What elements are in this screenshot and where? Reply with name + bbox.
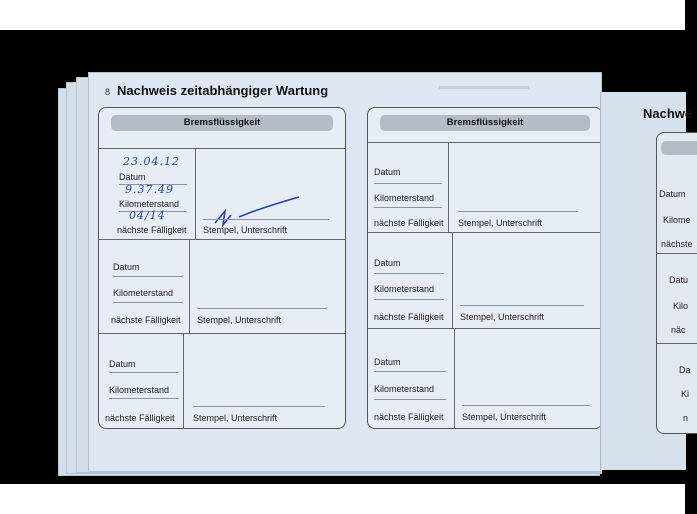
faelligkeit-label: nächste Fälligkeit: [374, 312, 444, 322]
stempel-label: Stempel, Unterschrift: [193, 413, 278, 423]
right-page-title: Nachwe: [643, 106, 693, 121]
stempel-label: Stempel, Unterschrift: [458, 218, 543, 228]
faelligkeit-label: nächste Fälligkeit: [105, 413, 175, 423]
stempel-label: Stempel, Unterschrift: [203, 225, 288, 235]
datum-label: Datum: [374, 258, 401, 268]
column-divider: [183, 334, 184, 429]
signature: [209, 195, 309, 229]
write-line: [374, 371, 446, 372]
card-header: Bremsflüssigkeit: [380, 115, 590, 131]
handwritten-mileage: 9.37.49: [125, 183, 174, 196]
kilometerstand-label: Kilometerstand: [113, 288, 174, 298]
entry-section-1: [368, 142, 602, 233]
handwritten-due-date: 04/14: [129, 209, 166, 222]
brake-fluid-card-2: [367, 107, 603, 429]
write-line: [374, 207, 442, 208]
faelligkeit-label: n: [683, 413, 689, 423]
column-divider: [452, 233, 453, 329]
write-line: [109, 372, 179, 373]
booklet-left-page: [88, 72, 602, 472]
right-page-card: [656, 132, 697, 434]
faelligkeit-label: nächste Fälligkeit: [111, 315, 181, 325]
brake-fluid-card-1: [98, 107, 346, 429]
section-divider: [657, 343, 697, 344]
booklet-right-page: [600, 92, 693, 470]
write-line: [374, 273, 444, 274]
datum-label: Datu: [669, 275, 689, 285]
bottom-letterbox: [0, 484, 685, 514]
datum-label: Da: [679, 365, 691, 375]
faelligkeit-label: nächste Fälligkeit: [374, 412, 444, 422]
card-header: [661, 141, 697, 155]
datum-label: Datum: [109, 359, 136, 369]
datum-label: Datum: [113, 262, 140, 272]
entry-section-3: [99, 333, 345, 429]
write-line: [193, 406, 325, 407]
write-line: [374, 299, 444, 300]
stempel-label: Stempel, Unterschrift: [460, 312, 545, 322]
faelligkeit-label: nächste Fälligkeit: [374, 218, 444, 228]
handwritten-date: 23.04.12: [123, 155, 180, 168]
entry-section-2: [368, 232, 602, 329]
write-line: [460, 305, 584, 306]
kilometerstand-label: Kilometerstand: [374, 193, 435, 203]
kilometerstand-label: Kilometerstand: [119, 199, 180, 209]
faelligkeit-label: näc: [671, 325, 686, 335]
top-letterbox: [0, 0, 685, 30]
write-line: [374, 399, 446, 400]
column-divider: [454, 329, 455, 429]
write-line: [374, 183, 442, 184]
write-line: [113, 302, 183, 303]
kilometerstand-label: Kilometerstand: [374, 384, 435, 394]
write-line: [203, 219, 329, 220]
entry-section-2: [99, 239, 345, 334]
show-through-text: ▬▬▬▬▬▬▬▬▬: [439, 81, 529, 92]
faelligkeit-label: nächste Fälligkeit: [117, 225, 187, 235]
stempel-label: Stempel, Unterschrift: [462, 412, 547, 422]
kilometerstand-label: Kilo: [673, 301, 689, 311]
datum-label: Datum: [374, 167, 401, 177]
kilometerstand-label: Ki: [681, 389, 690, 399]
page-number: 8: [105, 87, 111, 97]
datum-label: Datum: [374, 357, 401, 367]
write-line: [109, 398, 179, 399]
section-divider: [657, 253, 697, 254]
page-title: Nachweis zeitabhängiger Wartung: [117, 83, 329, 98]
column-divider: [195, 149, 196, 240]
column-divider: [189, 240, 190, 334]
datum-label: Datum: [119, 172, 146, 182]
faelligkeit-label: nächste: [661, 239, 693, 249]
kilometerstand-label: Kilometerstand: [374, 284, 435, 294]
entry-section-1: [99, 148, 345, 240]
stempel-label: Stempel, Unterschrift: [197, 315, 282, 325]
write-line: [458, 211, 578, 212]
entry-section-3: [368, 328, 602, 429]
write-line: [113, 276, 183, 277]
card-header: Bremsflüssigkeit: [111, 115, 333, 131]
kilometerstand-label: Kilometerstand: [109, 385, 170, 395]
kilometerstand-label: Kilome: [663, 215, 691, 225]
write-line: [462, 405, 590, 406]
write-line: [197, 308, 327, 309]
datum-label: Datum: [659, 189, 686, 199]
column-divider: [448, 143, 449, 233]
